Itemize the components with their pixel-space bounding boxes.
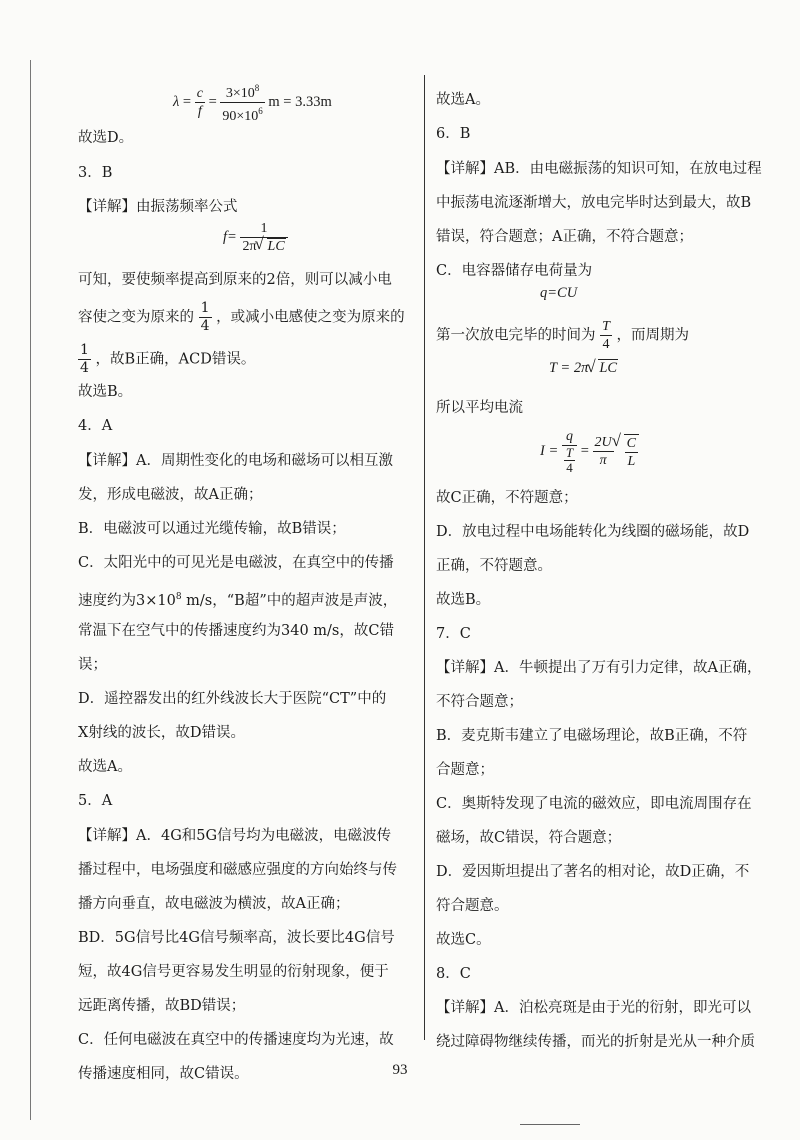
text-span: ，或减小电感使之变为原来的 bbox=[216, 309, 405, 326]
frac-den: π bbox=[599, 453, 607, 468]
text-line: B．麦克斯韦建立了电磁场理论，故B正确，不符 bbox=[436, 728, 748, 744]
text-line: 短，故4G信号更容易发生明显的衍射现象，便于 bbox=[78, 964, 389, 980]
text-line bbox=[78, 342, 255, 377]
text-line: 正确，不符题意。 bbox=[436, 558, 552, 574]
text-line: 故C正确，不符题意； bbox=[436, 490, 578, 506]
fraction-q-over-t4 bbox=[562, 428, 577, 475]
frac-num: T bbox=[565, 445, 574, 460]
text-line: 故选C。 bbox=[436, 932, 491, 948]
frac-den: 4 bbox=[80, 360, 89, 376]
text-line: 【详解】AB．由电磁振荡的知识可知，在放电过程 bbox=[436, 161, 762, 177]
text-line: 发，形成电磁波，故A正确； bbox=[78, 487, 263, 503]
text-line: C．电容器储存电荷量为 bbox=[436, 263, 593, 279]
text-line: 【详解】A．泊松亮斑是由于光的衍射，即光可以 bbox=[436, 1000, 751, 1016]
answer-heading: 7．C bbox=[436, 626, 471, 642]
frac-num: 2U bbox=[594, 435, 612, 450]
frac-num: 1 bbox=[80, 342, 89, 358]
frac-num: 1 bbox=[240, 220, 287, 238]
text-span: 第一次放电完毕的时间为 bbox=[436, 327, 596, 344]
radicand: LC bbox=[267, 239, 285, 254]
text-line: 绕过障碍物继续传播，而光的折射是光从一种介质 bbox=[436, 1034, 755, 1050]
frac-num: √ C bbox=[626, 435, 637, 451]
text-line: 播过程中，电场强度和磁感应强度的方向始终与传 bbox=[78, 862, 397, 878]
frac-num: 1 bbox=[200, 300, 210, 316]
eq-lhs: f= bbox=[223, 228, 237, 245]
eq-lhs: T = 2π bbox=[549, 360, 589, 376]
text-line: 故选D。 bbox=[78, 130, 134, 146]
text-span: m/s，“B超”中的超声波是声波， bbox=[181, 593, 398, 609]
frac-num: T bbox=[602, 319, 610, 334]
equation-period bbox=[549, 360, 618, 377]
frac-den: 4 bbox=[200, 318, 210, 334]
text-line: D．爱因斯坦提出了著名的相对论，故D正确，不 bbox=[436, 864, 750, 880]
text-line: 传播速度相同，故C错误。 bbox=[78, 1066, 249, 1082]
text-line: 故选A。 bbox=[436, 92, 490, 108]
answer-heading: 5．A bbox=[78, 793, 113, 809]
page-edge-line bbox=[30, 60, 31, 1120]
equation-frequency bbox=[223, 220, 288, 255]
fraction-frequency bbox=[240, 220, 287, 255]
text-line: D．遥控器发出的红外线波长大于医院“CT”中的 bbox=[78, 691, 387, 707]
text-line: 【详解】A．周期性变化的电场和磁场可以相互激 bbox=[78, 453, 393, 469]
text-line: 常温下在空气中的传播速度约为340 m/s，故C错 bbox=[78, 623, 394, 639]
exponent: 8 bbox=[254, 83, 260, 93]
text-line: 故选B。 bbox=[78, 384, 133, 400]
frac-den: 2π bbox=[242, 239, 257, 254]
column-divider bbox=[424, 75, 425, 1040]
equation-charge: q=CU bbox=[540, 285, 578, 301]
text-line: BD．5G信号比4G信号频率高，波长要比4G信号 bbox=[78, 930, 395, 946]
text-span: ，而周期为 bbox=[616, 327, 690, 344]
eq-lambda-symbol: λ bbox=[173, 93, 180, 110]
text-line bbox=[78, 300, 405, 335]
frac-den: f bbox=[197, 104, 202, 119]
text-line: X射线的波长，故D错误。 bbox=[78, 725, 245, 741]
text-line: 错误，符合题意；A正确，不符合题意； bbox=[436, 229, 693, 245]
fraction-value bbox=[220, 80, 264, 125]
eq-sign: = bbox=[580, 442, 589, 459]
text-line: 中振荡电流逐渐增大，放电完毕时达到最大，故B bbox=[436, 195, 752, 211]
text-line bbox=[78, 587, 397, 611]
equation-wavelength: λ = $\frac{c}{f}$ = $\frac{3\times 10^8}{90\times 10^6}$ m = 3.33m bbox=[173, 80, 332, 125]
text-span: 容使之变为原来的 bbox=[78, 309, 194, 326]
text-line: D．放电过程中电场能转化为线圈的磁场能，故D bbox=[436, 524, 750, 540]
text-line: 故选B。 bbox=[436, 592, 491, 608]
text-span: ，故B正确，ACD错误。 bbox=[95, 351, 256, 368]
text-span: 速度约为3×10 bbox=[78, 593, 176, 609]
fraction-t-over-4 bbox=[600, 318, 612, 353]
page-number: 93 bbox=[392, 1062, 408, 1078]
text-line: 不符合题意； bbox=[436, 694, 523, 710]
fraction-one-quarter bbox=[199, 300, 212, 335]
text-line: B．电磁波可以通过光缆传输，故B错误； bbox=[78, 521, 346, 537]
text-line: 故选A。 bbox=[78, 759, 132, 775]
answer-heading: 4．A bbox=[78, 418, 113, 434]
fraction-one-quarter bbox=[78, 342, 91, 377]
equation-average-current bbox=[540, 428, 639, 475]
text-line: 远距离传播，故BD错误； bbox=[78, 998, 246, 1014]
answer-heading: 3．B bbox=[78, 165, 113, 181]
fraction-2u-over-pi bbox=[593, 434, 614, 469]
text-line: 可知，要使频率提高到原来的2倍，则可以减小电 bbox=[78, 272, 392, 288]
text-line: 合题意； bbox=[436, 762, 494, 778]
frac-den: 4 bbox=[566, 460, 573, 475]
text-line: C．任何电磁波在真空中的传播速度均为光速，故 bbox=[78, 1032, 394, 1048]
frac-den: 90×10 bbox=[222, 109, 259, 124]
text-line: 【详解】由振荡频率公式 bbox=[78, 199, 238, 215]
frac-den: 4 bbox=[602, 337, 610, 352]
frac-num: q bbox=[562, 428, 577, 446]
text-line: C．太阳光中的可见光是电磁波，在真空中的传播 bbox=[78, 555, 394, 571]
text-line: 误； bbox=[78, 657, 107, 673]
eq-lhs: I = bbox=[540, 442, 559, 459]
frac-num: 3×10 bbox=[225, 86, 255, 101]
text-line: C．奥斯特发现了电流的磁效应，即电流周围存在 bbox=[436, 796, 752, 812]
answer-heading: 6．B bbox=[436, 126, 471, 142]
frac-num: c bbox=[196, 86, 203, 101]
text-line bbox=[436, 318, 689, 353]
exponent: 8 bbox=[175, 592, 182, 602]
radicand: LC bbox=[599, 360, 618, 376]
exponent: 6 bbox=[258, 106, 263, 116]
text-line: 【详解】A．牛顿提出了万有引力定律，故A正确， bbox=[436, 660, 762, 676]
eq-result: m = 3.33m bbox=[268, 93, 332, 110]
fraction-c-over-f bbox=[195, 85, 205, 120]
text-line: 符合题意。 bbox=[436, 898, 509, 914]
text-line: 【详解】A．4G和5G信号均为电磁波，电磁波传 bbox=[78, 828, 392, 844]
text-line: 所以平均电流 bbox=[436, 400, 523, 416]
frac-den: L bbox=[627, 453, 636, 469]
answer-heading: 8．C bbox=[436, 966, 471, 982]
footer-rule bbox=[520, 1124, 580, 1125]
text-line: 磁场，故C错误，符合题意； bbox=[436, 830, 622, 846]
text-line: 播方向垂直，故电磁波为横波，故A正确； bbox=[78, 896, 350, 912]
